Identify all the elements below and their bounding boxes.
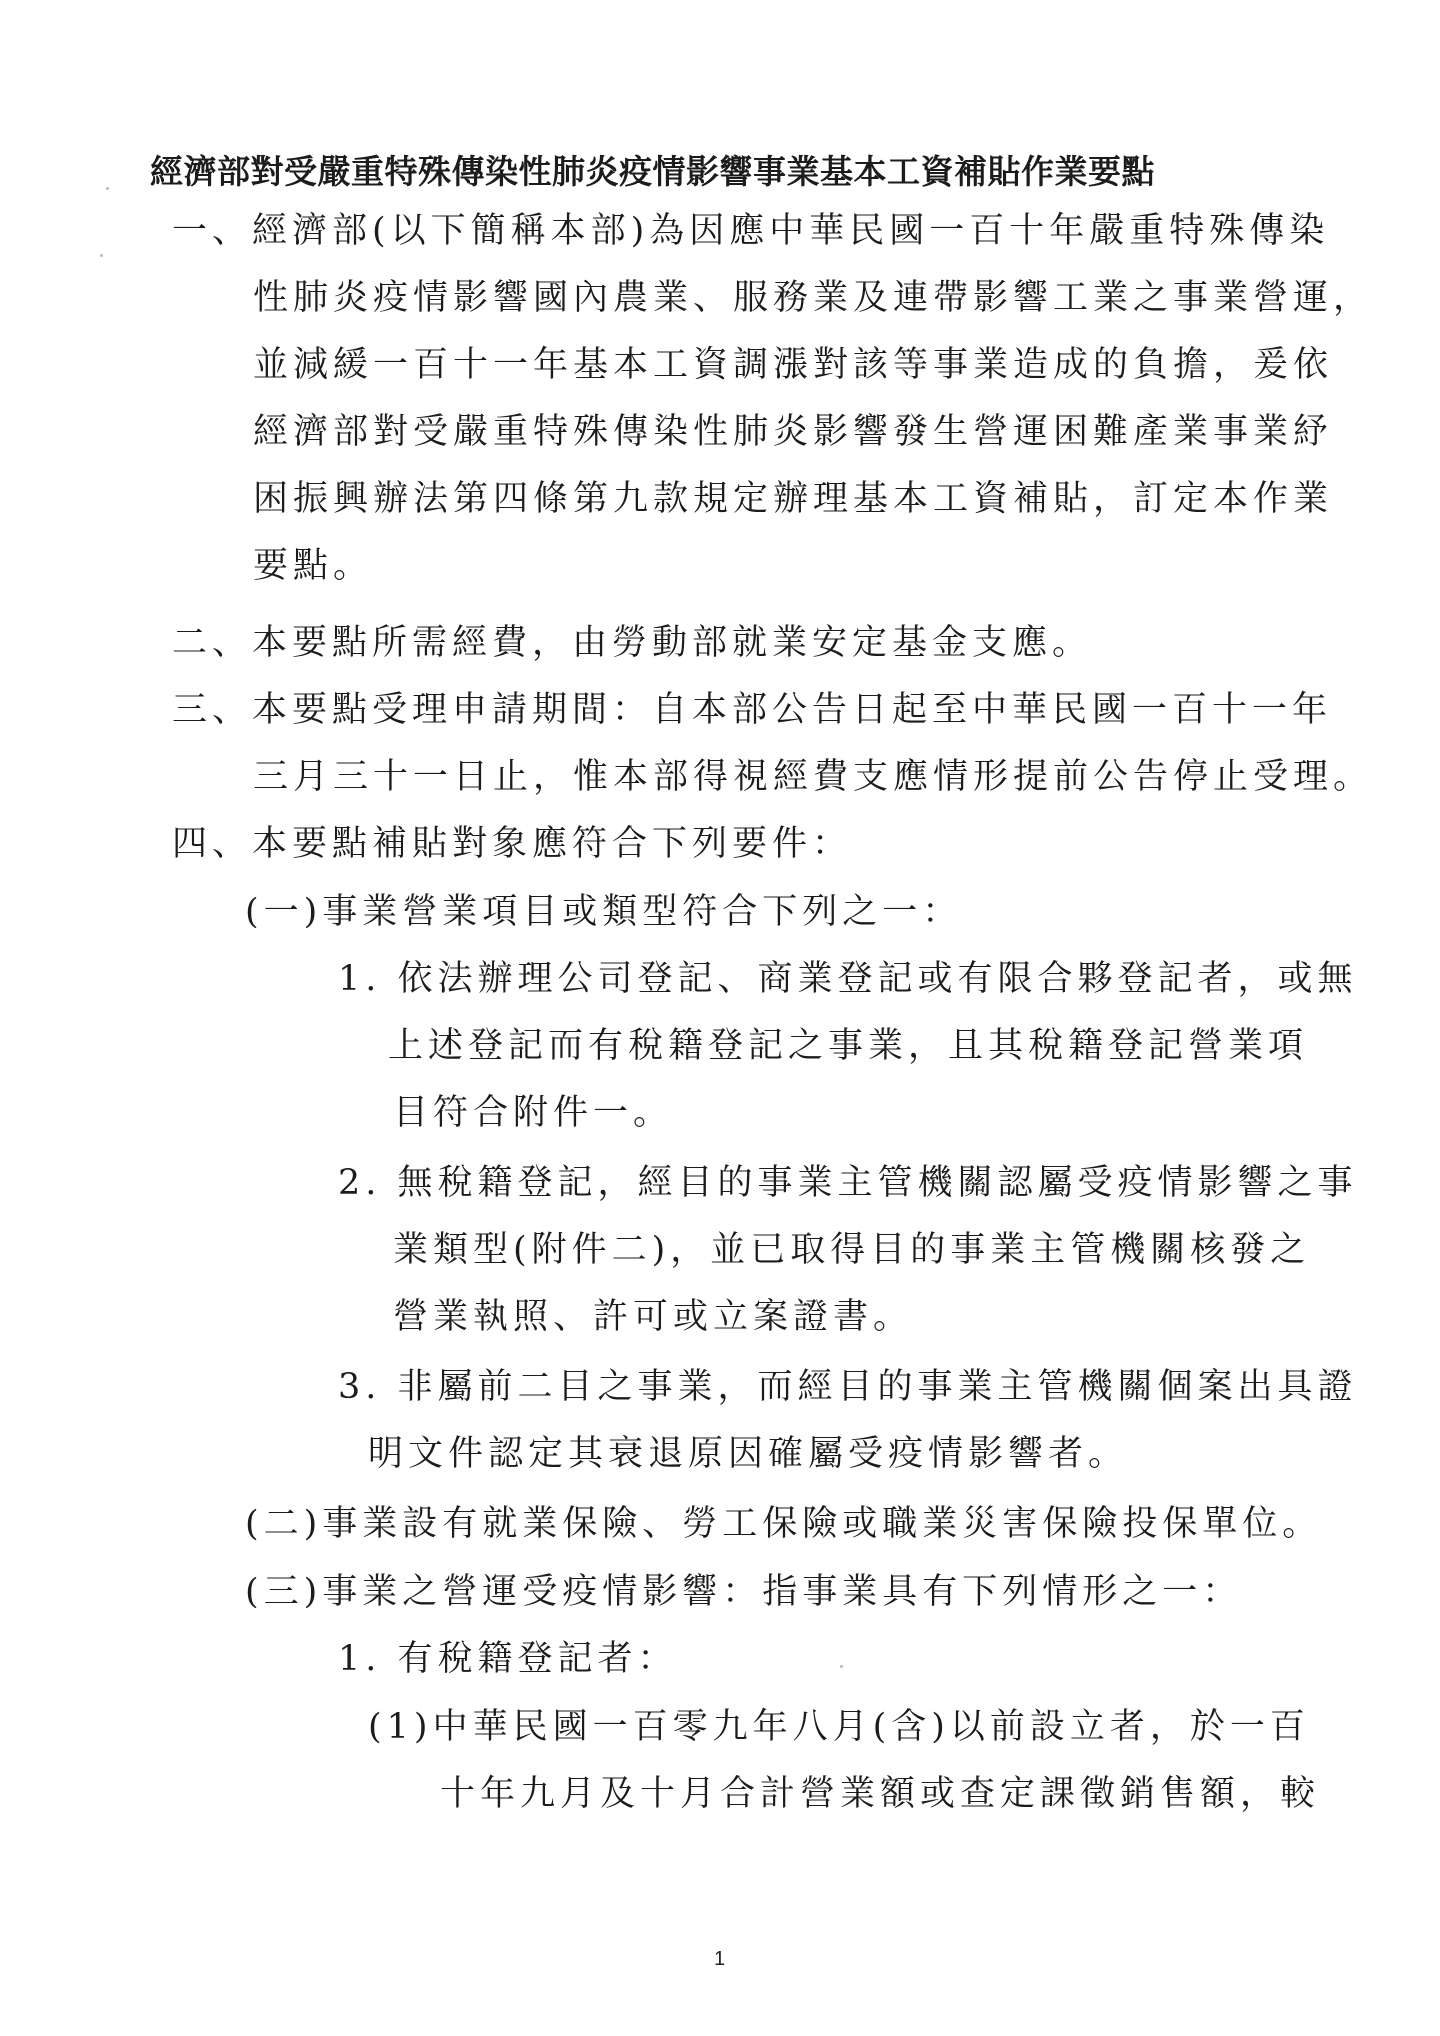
- text-line-7: 二、本要點所需經費，由勞動部就業安定基金支應。: [172, 623, 1093, 663]
- text-line-5: 困振興辦法第四條第九款規定辦理基本工資補貼，訂定本作業: [253, 479, 1334, 519]
- text-line-9: 三月三十一日止，惟本部得視經費支應情形提前公告停止受理。: [253, 757, 1374, 797]
- scan-speck: [106, 187, 109, 190]
- text-line-13: 上述登記而有稅籍登記之事業，且其稅籍登記營業項: [388, 1026, 1309, 1066]
- text-line-1: 一、經濟部(以下簡稱本部)為因應中華民國一百十年嚴重特殊傳染: [172, 211, 1330, 251]
- text-line-6: 要點。: [253, 546, 374, 586]
- text-line-15: 2. 無稅籍登記，經目的事業主管機關認屬受疫情影響之事: [338, 1163, 1358, 1203]
- text-line-19: 明文件認定其衰退原因確屬受疫情影響者。: [368, 1434, 1129, 1474]
- scan-speck: [840, 1665, 843, 1668]
- text-line-17: 營業執照、許可或立案證書。: [393, 1297, 914, 1337]
- text-line-12: 1. 依法辦理公司登記、商業登記或有限合夥登記者，或無: [338, 959, 1358, 999]
- text-line-10: 四、本要點補貼對象應符合下列要件：: [172, 824, 853, 864]
- text-line-22: 1. 有稅籍登記者：: [338, 1639, 678, 1679]
- document-title: 經濟部對受嚴重特殊傳染性肺炎疫情影響事業基本工資補貼作業要點: [150, 152, 1155, 191]
- text-line-23: (1)中華民國一百零九年八月(含)以前設立者，於一百: [368, 1707, 1310, 1747]
- text-line-3: 並減緩一百十一年基本工資調漲對該等事業造成的負擔，爰依: [253, 345, 1334, 385]
- text-line-20: (二)事業設有就業保險、勞工保險或職業災害保險投保單位。: [245, 1504, 1323, 1544]
- text-line-4: 經濟部對受嚴重特殊傳染性肺炎影響發生營運困難產業事業紓: [253, 412, 1334, 452]
- text-line-18: 3. 非屬前二目之事業，而經目的事業主管機關個案出具證: [338, 1367, 1358, 1407]
- text-line-24: 十年九月及十月合計營業額或查定課徵銷售額，較: [440, 1774, 1321, 1814]
- text-line-11: (一)事業營業項目或類型符合下列之一：: [245, 892, 963, 932]
- text-line-16: 業類型(附件二)，並已取得目的事業主管機關核發之: [393, 1230, 1311, 1270]
- scan-speck: [100, 254, 103, 257]
- text-line-8: 三、本要點受理申請期間：自本部公告日起至中華民國一百十一年: [172, 690, 1333, 730]
- text-line-21: (三)事業之營運受疫情影響：指事業具有下列情形之一：: [245, 1572, 1243, 1612]
- text-line-2: 性肺炎疫情影響國內農業、服務業及連帶影響工業之事業營運，: [253, 278, 1374, 318]
- text-line-14: 目符合附件一。: [393, 1093, 674, 1133]
- page-number: 1: [714, 1948, 726, 1970]
